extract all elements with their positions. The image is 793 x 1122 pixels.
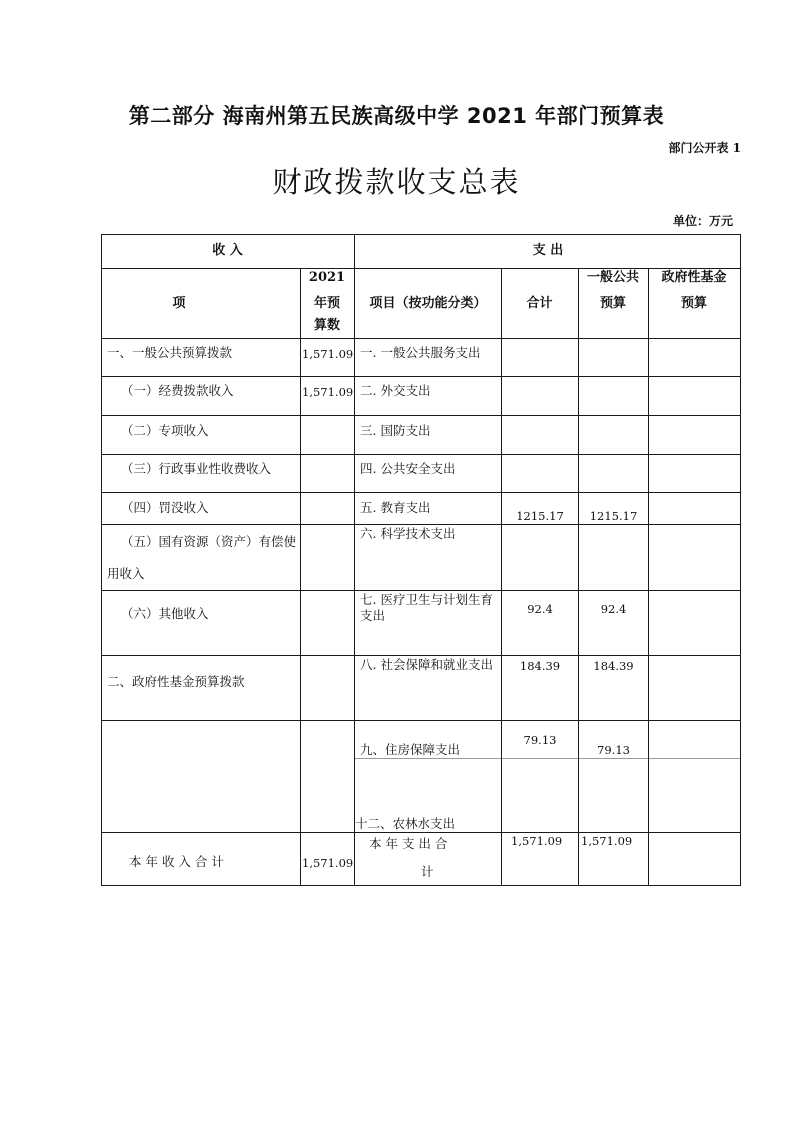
- expense-general-total: 1,571.09: [581, 834, 633, 848]
- table-number: 部门公开表 1: [668, 141, 741, 155]
- budget-table: [101, 234, 741, 886]
- expense-total: 1215.17: [516, 509, 564, 523]
- grid-line: [101, 885, 741, 886]
- income-label: 一、一般公共预算拨款: [107, 345, 233, 360]
- expense-label: 九、住房保障支出: [360, 742, 461, 757]
- page-title: 财政拨款收支总表: [272, 165, 521, 199]
- income-label: 二、政府性基金预算拨款: [107, 674, 245, 689]
- col-func-header: 项目（按功能分类）: [369, 296, 487, 311]
- col-budget-header: 2021: [308, 270, 346, 285]
- income-label: （一）经费拨款收入: [121, 383, 234, 398]
- expense-label: 四. 公共安全支出: [360, 461, 456, 476]
- expense-total-label: 计: [421, 864, 434, 879]
- expense-total-label: 本 年 支 出 合: [369, 836, 448, 851]
- col-general-header: 一般公共: [586, 270, 639, 285]
- expense-total: 184.39: [519, 659, 561, 673]
- grid-line: [101, 590, 741, 591]
- expense-header: 支 出: [532, 243, 564, 258]
- grid-line: [101, 454, 741, 455]
- grid-line: [740, 234, 741, 886]
- expense-general: 92.4: [600, 602, 627, 616]
- expense-label: 七. 医疗卫生与计划生育支出: [360, 592, 493, 623]
- col-budget-header: 年预: [313, 296, 340, 311]
- grid-line: [101, 268, 741, 269]
- grid-line: [578, 268, 579, 886]
- grid-line: [101, 492, 741, 493]
- grid-line: [101, 415, 741, 416]
- expense-general: 184.39: [593, 659, 634, 673]
- grid-line: [101, 720, 741, 721]
- expense-label: 十二、农林水支出: [355, 816, 456, 831]
- col-fund-header: 政府性基金: [661, 270, 727, 285]
- col-total-header: 合计: [526, 296, 553, 311]
- grid-line: [354, 234, 355, 886]
- grid-line: [648, 268, 649, 886]
- expense-label: 六. 科学技术支出: [360, 526, 456, 541]
- unit-label: 单位：万元: [672, 214, 733, 228]
- expense-total: 92.4: [527, 602, 553, 616]
- expense-label: 三. 国防支出: [360, 423, 431, 438]
- income-label: （二）专项收入: [121, 423, 209, 438]
- expense-label: 五. 教育支出: [360, 500, 431, 515]
- expense-general: 79.13: [597, 743, 630, 757]
- grid-line: [101, 234, 102, 886]
- grid-line: [501, 268, 502, 886]
- col-budget-header: 算数: [313, 318, 340, 333]
- grid-line: [101, 524, 741, 525]
- expense-general: 1215.17: [589, 509, 638, 523]
- income-header: 收 入: [212, 243, 243, 258]
- expense-total: 79.13: [523, 733, 557, 747]
- income-value: 1,571.09: [302, 385, 354, 399]
- income-value: 1,571.09: [302, 347, 354, 361]
- income-label: （三）行政事业性收费收入: [121, 461, 272, 476]
- income-total-value: 1,571.09: [302, 856, 354, 870]
- expense-label: 一. 一般公共服务支出: [360, 345, 481, 360]
- expense-total-value: 1,571.09: [511, 834, 563, 848]
- expense-label: 八. 社会保障和就业支出: [360, 657, 493, 672]
- col-item-header: 项: [172, 296, 186, 311]
- income-label: （四）罚没收入: [121, 500, 209, 515]
- page-heading: 第二部分 海南州第五民族高级中学 2021 年部门预算表: [128, 104, 665, 128]
- grid-line: [101, 655, 741, 656]
- col-fund-header: 预算: [680, 296, 707, 311]
- grid-line: [101, 338, 741, 339]
- grid-line: [101, 376, 741, 377]
- grid-line: [101, 234, 741, 235]
- expense-label: 二. 外交支出: [360, 383, 431, 398]
- income-total-label: 本 年 收 入 合 计: [129, 854, 224, 869]
- col-general-header: 预算: [599, 296, 626, 311]
- income-label: （六）其他收入: [121, 606, 209, 621]
- grid-line: [300, 268, 301, 886]
- income-label: （五）国有资源（资产）有偿使用收入: [107, 534, 297, 581]
